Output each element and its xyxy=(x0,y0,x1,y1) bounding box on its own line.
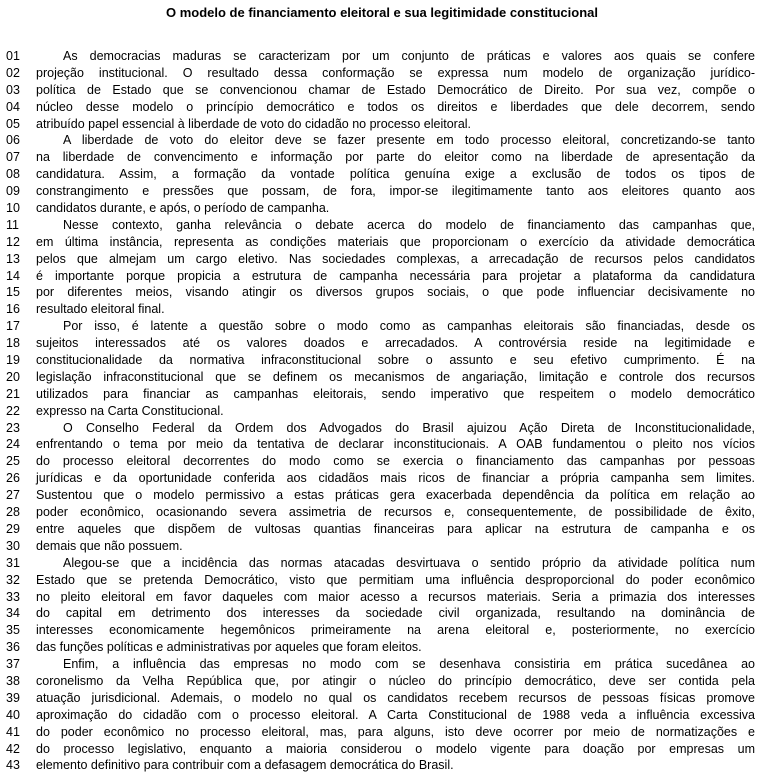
line-number: 26 xyxy=(6,471,20,486)
line-text: Sustentou que o modelo permissivo a estas práticas gera exacerbada dependência da política em relação ao xyxy=(36,488,755,503)
line-text: do processo eleitoral decorrentes do modo como se exercia o financiamento das campanhas por pessoas xyxy=(36,454,755,469)
line-number: 27 xyxy=(6,488,20,503)
line-text: no pleito eleitoral em favor daqueles com maior acesso a recursos materiais. Seria a primazia dos interesses xyxy=(36,589,755,604)
line-text: Enfim, a influência das empresas no modo com se desenhava consistiria em prática sucedânea ao xyxy=(63,657,755,672)
line-text: constrangimento e pressões que possam, de fora, impor-se ilegitimamente tanto aos eleitores quanto aos xyxy=(36,184,755,199)
line-number: 11 xyxy=(6,217,19,232)
text-line xyxy=(0,166,764,183)
line-number: 25 xyxy=(6,454,20,469)
line-number: 40 xyxy=(6,707,20,722)
line-number: 09 xyxy=(6,184,20,199)
text-line xyxy=(0,639,764,656)
text-line xyxy=(0,453,764,470)
text-line xyxy=(0,470,764,487)
line-text: aproximação do cidadão com o processo eleitoral. A Carta Constitucional de 1988 veda a influência excessiva xyxy=(36,707,755,722)
line-number: 42 xyxy=(6,741,20,756)
line-number: 18 xyxy=(6,336,20,351)
line-number: 36 xyxy=(6,640,20,655)
text-line xyxy=(0,48,764,65)
line-text: constitucionalidade da normativa infraconstitucional sobre o assunto e seu efetivo cumprimento. É na xyxy=(36,353,755,368)
line-number: 05 xyxy=(6,116,20,131)
line-text: Nesse contexto, ganha relevância o debate acerca do modelo de financiamento das campanhas que, xyxy=(63,217,755,232)
line-text: jurídicas e da oportunidade conferida aos cidadãos mais ricos de financiar a própria campanha sem limites. xyxy=(36,471,755,486)
line-number: 01 xyxy=(6,49,20,63)
line-number: 14 xyxy=(6,268,20,283)
line-number: 04 xyxy=(6,99,20,114)
line-number: 06 xyxy=(6,133,20,148)
line-number: 32 xyxy=(6,572,20,587)
line-number: 21 xyxy=(6,386,20,401)
line-number: 24 xyxy=(6,437,20,452)
text-line xyxy=(0,284,764,301)
line-number: 38 xyxy=(6,673,20,688)
text-line xyxy=(0,741,764,758)
text-line xyxy=(0,82,764,99)
line-number: 39 xyxy=(6,690,20,705)
text-line xyxy=(0,555,764,572)
text-line xyxy=(0,572,764,589)
text-line xyxy=(0,504,764,521)
line-text: legislação infraconstitucional que se definem os mecanismos de angariação, limitação e controle dos recursos xyxy=(36,369,755,384)
text-line xyxy=(0,99,764,116)
line-text: do poder econômico no processo eleitoral, mas, para alguns, isto deve ocorrer por meio de normatizações e xyxy=(36,724,755,739)
line-text: demais que não possuem. xyxy=(36,538,183,553)
line-number: 30 xyxy=(6,538,20,553)
line-text: política de Estado que se convencionou chamar de Estado Democrático de Direito. Por sua vez, compõe o xyxy=(36,82,755,97)
line-number: 16 xyxy=(6,302,20,317)
text-line xyxy=(0,369,764,386)
line-text: núcleo desse modelo o princípio democrático e todos os direitos e liberdades que dele decorrem, sendo xyxy=(36,99,755,114)
line-number: 03 xyxy=(6,82,20,97)
line-text: candidatos durante, e após, o período de campanha. xyxy=(36,201,330,216)
text-line xyxy=(0,403,764,420)
line-text: pelos que almejam um cargo eletivo. Nas sociedades complexas, a arrecadação de recursos pelos candidatos xyxy=(36,251,755,266)
text-line xyxy=(0,352,764,369)
line-text: atuação jurisdicional. Ademais, o modelo no qual os candidatos recebem recursos de pessoas físicas promove xyxy=(36,690,755,705)
line-text: elemento definitivo para contribuir com a defasagem democrática do Brasil. xyxy=(36,758,454,773)
text-line xyxy=(0,538,764,555)
text-line xyxy=(0,183,764,200)
text-line xyxy=(0,757,764,774)
line-number: 15 xyxy=(6,285,20,300)
text-line xyxy=(0,335,764,352)
text-line xyxy=(0,420,764,437)
line-number: 02 xyxy=(6,65,20,80)
text-line xyxy=(0,268,764,285)
text-line xyxy=(0,149,764,166)
text-line xyxy=(0,251,764,268)
line-text: Por isso, é latente a questão sobre o modo como as campanhas eleitorais são financiadas, desde os xyxy=(63,319,755,334)
line-text: O Conselho Federal da Ordem dos Advogados do Brasil ajuizou Ação Direta de Inconstitucionalidade, xyxy=(63,420,755,435)
text-line xyxy=(0,318,764,335)
line-text: é importante porque propicia a estrutura de campanha necessária para projetar a plataforma da candidatura xyxy=(36,268,755,283)
line-text: Estado que se pretenda Democrático, visto que permitiam uma influência desproporcional do poder econômico xyxy=(36,572,755,587)
text-line xyxy=(0,724,764,741)
line-number: 07 xyxy=(6,150,20,165)
text-line xyxy=(0,217,764,234)
line-text: em última instância, representa as condições materiais que proporcionam o exercício da atividade democrática xyxy=(36,234,755,249)
line-number: 17 xyxy=(6,319,20,334)
text-line xyxy=(0,589,764,606)
line-number: 35 xyxy=(6,623,20,638)
line-number: 19 xyxy=(6,353,20,368)
line-text: das funções políticas e administrativas por aqueles que foram eleitos. xyxy=(36,640,422,655)
text-line xyxy=(0,234,764,251)
text-line xyxy=(0,301,764,318)
line-number: 43 xyxy=(6,758,20,773)
line-number: 28 xyxy=(6,505,20,520)
line-number: 41 xyxy=(6,724,20,739)
text-line xyxy=(0,487,764,504)
line-number: 13 xyxy=(6,251,20,266)
text-line xyxy=(0,132,764,149)
line-text: coronelismo da Velha República que, por atingir o núcleo do princípio democrático, deve ser contida pela xyxy=(36,673,755,688)
line-text: entre aqueles que dispõem de vultosas quantias financeiras para aplicar na estrutura de campanha e os xyxy=(36,521,755,536)
text-line xyxy=(0,605,764,622)
text-line xyxy=(0,622,764,639)
line-number: 20 xyxy=(6,369,20,384)
line-text: atribuído papel essencial à liberdade de voto do cidadão no processo eleitoral. xyxy=(36,116,472,131)
line-text: enfrentando o tema por meio da tentativa de declarar inconstitucionais. A OAB fundamentou o pleito nos vícios xyxy=(36,437,755,452)
line-number: 31 xyxy=(6,555,20,570)
line-number: 23 xyxy=(6,420,20,435)
line-text: por diferentes meios, visando atingir os diversos grupos sociais, o que pode influenciar decisivamente no xyxy=(36,285,755,300)
document-title: O modelo de financiamento eleitoral e sua legitimidade constitucional xyxy=(166,5,598,20)
document-body xyxy=(0,48,764,774)
line-number: 08 xyxy=(6,167,20,182)
line-text: projeção institucional. O resultado dessa conformação se expressa num modelo de organização jurídico- xyxy=(36,65,755,80)
line-text: expresso na Carta Constitucional. xyxy=(36,403,224,418)
line-text: do processo legislativo, enquanto a maioria considerou o modelo vigente para doação por empresas um xyxy=(36,741,755,756)
line-text: candidatura. Assim, a formação da vontade política genuína exige a exclusão de todos os tipos de xyxy=(36,167,755,182)
line-number: 33 xyxy=(6,589,20,604)
text-line xyxy=(0,521,764,538)
line-number: 22 xyxy=(6,403,20,418)
line-number: 10 xyxy=(6,201,20,216)
line-text: A liberdade de voto do eleitor deve se fazer presente em todo processo eleitoral, concretizando-se tanto xyxy=(63,133,755,148)
text-line xyxy=(0,436,764,453)
line-text: interesses economicamente hegemônicos primeiramente na arena eleitoral e, posteriormente, no exercício xyxy=(36,623,755,638)
text-line xyxy=(0,673,764,690)
line-text: poder econômico, ocasionando severa assimetria de recursos e, consequentemente, de possibilidade de êxito, xyxy=(36,505,755,520)
line-number: 12 xyxy=(6,234,20,249)
line-text: As democracias maduras se caracterizam por um conjunto de práticas e valores aos quais se confere xyxy=(63,49,755,63)
text-line xyxy=(0,200,764,217)
text-line xyxy=(0,65,764,82)
line-text: do capital em detrimento dos interesses da sociedade civil organizada, resultando na dominância de xyxy=(36,606,755,621)
line-number: 29 xyxy=(6,521,20,536)
text-line xyxy=(0,707,764,724)
text-line xyxy=(0,116,764,133)
line-text: sujeitos interessados até os valores doados e arrecadados. A controvérsia reside na legitimidade e xyxy=(36,336,755,351)
text-line xyxy=(0,690,764,707)
line-text: utilizados para financiar as campanhas eleitorais, sendo imperativo que respeitem o modelo democrático xyxy=(36,386,755,401)
line-number: 37 xyxy=(6,657,20,672)
text-line xyxy=(0,656,764,673)
line-text: Alegou-se que a incidência das normas atacadas desvirtuava o sentido próprio da atividade política num xyxy=(63,555,755,570)
line-text: resultado eleitoral final. xyxy=(36,302,165,317)
line-number: 34 xyxy=(6,606,20,621)
line-text: na liberdade de convencimento e informação por parte do eleitor como na liberdade de apresentação da xyxy=(36,150,755,165)
text-line xyxy=(0,386,764,403)
